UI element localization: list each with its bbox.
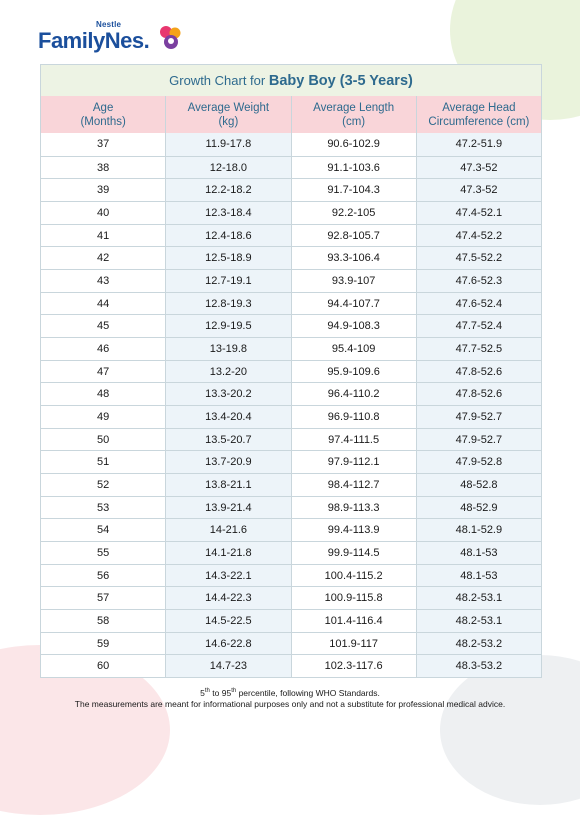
cell-head-circumference: 47.4-52.2 <box>416 225 541 247</box>
header-age: Age (Months) <box>80 101 126 128</box>
cell-age: 42 <box>41 247 165 269</box>
cell-weight: 14.7-23 <box>165 655 290 677</box>
cell-weight: 12.3-18.4 <box>165 202 290 224</box>
cell-length: 101.9-117 <box>291 633 416 655</box>
cell-length: 93.9-107 <box>291 270 416 292</box>
cell-head-circumference: 47.5-52.2 <box>416 247 541 269</box>
cell-head-circumference: 48-52.9 <box>416 497 541 519</box>
table-row <box>41 269 541 292</box>
cell-length: 98.4-112.7 <box>291 474 416 496</box>
cell-age: 60 <box>41 655 165 677</box>
cell-age: 58 <box>41 610 165 632</box>
cell-head-circumference: 48.1-53 <box>416 542 541 564</box>
cell-age: 54 <box>41 519 165 541</box>
table-row <box>41 201 541 224</box>
nestle-wordmark: Nestle <box>96 20 122 29</box>
header-weight: Average Weight (kg) <box>165 96 290 133</box>
cell-age: 49 <box>41 406 165 428</box>
cell-age: 43 <box>41 270 165 292</box>
table-row <box>41 224 541 247</box>
cell-weight: 12.7-19.1 <box>165 270 290 292</box>
cell-length: 100.9-115.8 <box>291 587 416 609</box>
cell-length: 99.9-114.5 <box>291 542 416 564</box>
table-row <box>41 609 541 632</box>
cell-age: 53 <box>41 497 165 519</box>
cell-head-circumference: 48.3-53.2 <box>416 655 541 677</box>
cell-weight: 12.5-18.9 <box>165 247 290 269</box>
cell-weight: 13.4-20.4 <box>165 406 290 428</box>
cell-age: 57 <box>41 587 165 609</box>
table-row <box>41 314 541 337</box>
cell-weight: 13.5-20.7 <box>165 429 290 451</box>
cell-age: 47 <box>41 361 165 383</box>
cell-weight: 12-18.0 <box>165 157 290 179</box>
cell-weight: 13.2-20 <box>165 361 290 383</box>
cell-head-circumference: 48.2-53.1 <box>416 610 541 632</box>
cell-weight: 13-19.8 <box>165 338 290 360</box>
table-row <box>41 156 541 179</box>
cell-head-circumference: 47.3-52 <box>416 157 541 179</box>
table-row <box>41 178 541 201</box>
cell-age: 37 <box>41 133 165 156</box>
table-row <box>41 586 541 609</box>
footer-disclaimer: The measurements are meant for informational purposes only and not a substitute for professional medical advice. <box>74 698 506 709</box>
cell-length: 98.9-113.3 <box>291 497 416 519</box>
cell-weight: 12.9-19.5 <box>165 315 290 337</box>
table-row <box>41 450 541 473</box>
cell-length: 96.4-110.2 <box>291 383 416 405</box>
cell-length: 91.1-103.6 <box>291 157 416 179</box>
brand-swirl-icon <box>154 24 186 52</box>
cell-age: 41 <box>41 225 165 247</box>
cell-age: 50 <box>41 429 165 451</box>
cell-head-circumference: 48.1-52.9 <box>416 519 541 541</box>
table-row <box>41 337 541 360</box>
cell-head-circumference: 47.6-52.3 <box>416 270 541 292</box>
cell-weight: 12.4-18.6 <box>165 225 290 247</box>
growth-chart-table <box>40 64 542 678</box>
cell-length: 94.4-107.7 <box>291 293 416 315</box>
cell-weight: 14.6-22.8 <box>165 633 290 655</box>
cell-weight: 14.3-22.1 <box>165 565 290 587</box>
header-head-circumference: Average Head Circumference (cm) <box>416 96 541 133</box>
cell-weight: 14.4-22.3 <box>165 587 290 609</box>
cell-age: 40 <box>41 202 165 224</box>
cell-length: 99.4-113.9 <box>291 519 416 541</box>
cell-length: 90.6-102.9 <box>291 133 416 156</box>
cell-weight: 12.8-19.3 <box>165 293 290 315</box>
cell-head-circumference: 47.7-52.4 <box>416 315 541 337</box>
cell-length: 100.4-115.2 <box>291 565 416 587</box>
cell-age: 46 <box>41 338 165 360</box>
table-row <box>41 382 541 405</box>
cell-head-circumference: 47.2-51.9 <box>416 133 541 156</box>
table-row <box>41 518 541 541</box>
cell-head-circumference: 47.9-52.8 <box>416 451 541 473</box>
table-row <box>41 564 541 587</box>
cell-length: 95.9-109.6 <box>291 361 416 383</box>
cell-length: 93.3-106.4 <box>291 247 416 269</box>
table-row <box>41 360 541 383</box>
cell-length: 95.4-109 <box>291 338 416 360</box>
cell-head-circumference: 47.9-52.7 <box>416 406 541 428</box>
table-row <box>41 654 541 677</box>
table-title: Growth Chart for Baby Boy (3-5 Years) <box>41 65 541 96</box>
table-body <box>41 133 541 677</box>
table-row <box>41 473 541 496</box>
cell-head-circumference: 48.2-53.2 <box>416 633 541 655</box>
cell-head-circumference: 47.9-52.7 <box>416 429 541 451</box>
table-row <box>41 133 541 156</box>
cell-age: 38 <box>41 157 165 179</box>
cell-head-circumference: 47.6-52.4 <box>416 293 541 315</box>
footer-note <box>0 686 580 710</box>
header-length: Average Length (cm) <box>291 96 416 133</box>
cell-length: 92.2-105 <box>291 202 416 224</box>
cell-age: 51 <box>41 451 165 473</box>
cell-weight: 14-21.6 <box>165 519 290 541</box>
cell-age: 45 <box>41 315 165 337</box>
cell-age: 56 <box>41 565 165 587</box>
table-header-row <box>41 96 541 133</box>
cell-head-circumference: 47.8-52.6 <box>416 361 541 383</box>
cell-weight: 14.1-21.8 <box>165 542 290 564</box>
cell-length: 94.9-108.3 <box>291 315 416 337</box>
table-row <box>41 632 541 655</box>
cell-head-circumference: 47.4-52.1 <box>416 202 541 224</box>
table-row <box>41 541 541 564</box>
cell-length: 92.8-105.7 <box>291 225 416 247</box>
table-row <box>41 496 541 519</box>
table-row <box>41 428 541 451</box>
footer-percentile-note: 5th to 95th percentile, following WHO Standards. <box>200 687 380 698</box>
cell-head-circumference: 48-52.8 <box>416 474 541 496</box>
cell-length: 101.4-116.4 <box>291 610 416 632</box>
cell-head-circumference: 47.8-52.6 <box>416 383 541 405</box>
cell-weight: 13.3-20.2 <box>165 383 290 405</box>
cell-head-circumference: 48.1-53 <box>416 565 541 587</box>
cell-weight: 11.9-17.8 <box>165 133 290 156</box>
cell-weight: 13.9-21.4 <box>165 497 290 519</box>
cell-length: 97.4-111.5 <box>291 429 416 451</box>
cell-length: 97.9-112.1 <box>291 451 416 473</box>
cell-weight: 14.5-22.5 <box>165 610 290 632</box>
cell-weight: 13.8-21.1 <box>165 474 290 496</box>
cell-head-circumference: 48.2-53.1 <box>416 587 541 609</box>
cell-age: 59 <box>41 633 165 655</box>
cell-age: 48 <box>41 383 165 405</box>
cell-age: 39 <box>41 179 165 201</box>
cell-head-circumference: 47.3-52 <box>416 179 541 201</box>
cell-age: 44 <box>41 293 165 315</box>
table-row <box>41 246 541 269</box>
logo-wordmark: FamilyNes. <box>38 28 150 53</box>
cell-length: 102.3-117.6 <box>291 655 416 677</box>
cell-age: 52 <box>41 474 165 496</box>
cell-length: 96.9-110.8 <box>291 406 416 428</box>
table-row <box>41 405 541 428</box>
cell-age: 55 <box>41 542 165 564</box>
cell-weight: 12.2-18.2 <box>165 179 290 201</box>
cell-head-circumference: 47.7-52.5 <box>416 338 541 360</box>
cell-weight: 13.7-20.9 <box>165 451 290 473</box>
table-row <box>41 292 541 315</box>
cell-length: 91.7-104.3 <box>291 179 416 201</box>
